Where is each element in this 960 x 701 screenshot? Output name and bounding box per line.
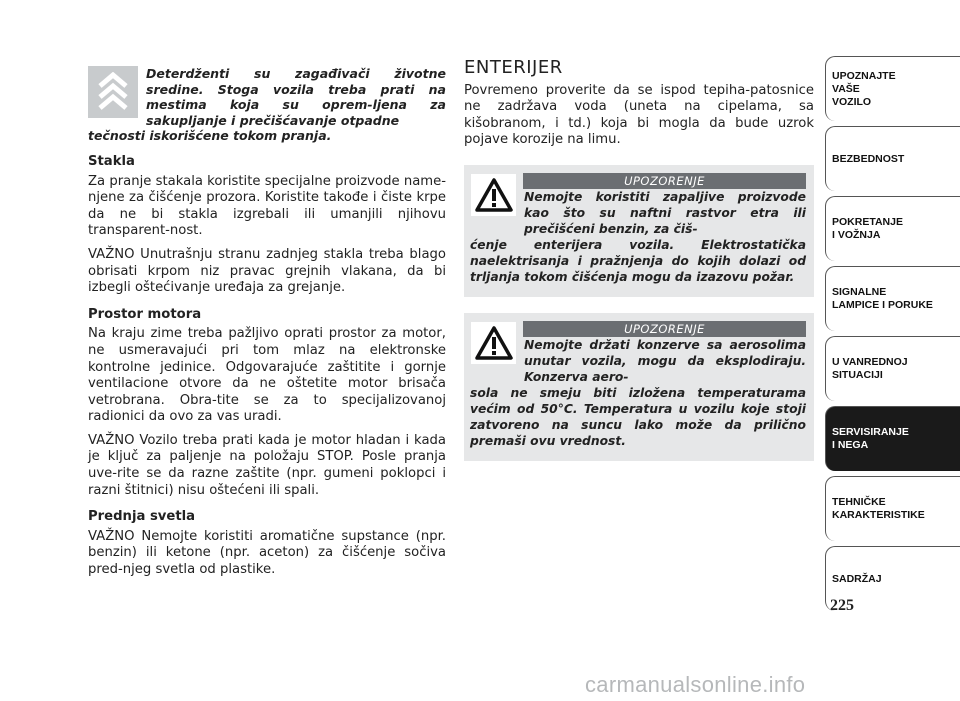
tab-pokretanje-i-voznja[interactable]: POKRETANJE I VOŽNJA [825,196,960,261]
warning-text [470,189,806,285]
tab-bezbednost[interactable]: BEZBEDNOST [825,126,960,191]
paragraph: VAŽNO Nemojte koristiti aromatične supstance (npr. benzin) ili ketone (npr. aceton) za čišćenje sočiva pred-njeg svetla od plastike. [88,528,446,578]
warning-box [464,165,814,297]
paragraph: Na kraju zime treba pažljivo oprati prostor za motor, ne usmeravajući pri tom mlaz na elektronske kontrolne jedinice. Odgovarajuće zaštitite i gornje ventilacione otvore da ne oštetite motor brisača vetrobrana. Obra-tite se za to specijalizovanoj radionici da ovo za vas uradi. [88,326,446,425]
page-number: 225 [830,597,854,614]
warning-triangle-icon [471,174,516,216]
section-title: ENTERIJER [464,57,563,78]
warning-text-rest: sola ne smeju biti izložena temperaturama većim od 50°C. Temperatura u vozilu koje stoji zatvoreno na suncu lako može da prilično premaši ovu vrednost. [470,385,806,448]
chapter-tabs [825,56,960,616]
paragraph: VAŽNO Vozilo treba prati kada je motor hladan i kada je ključ za paljenje na položaju STOP. Posle pranja uve-rite se da razne zaštite (npr. gumeni poklopci i razni štitnici) nisu oštećeni ili spali. [88,432,446,498]
warning-box [464,313,814,461]
tab-servisiranje-i-nega[interactable]: SERVISIRANJE I NEGA [825,406,960,471]
tab-u-vanrednoj-situaciji[interactable]: U VANREDNOJ SITUACIJI [825,336,960,401]
right-column [464,57,814,461]
warning-label: UPOZORENJE [523,173,806,189]
warning-text-lead: Nemojte koristiti zapaljive proizvode kao što su naftni rastvor etra ili prečišćeni benzin, za čiš- [524,189,806,236]
env-note-text-b: tečnosti iskorišćene tokom pranja. [88,128,332,144]
warning-text [470,337,806,449]
warning-text-lead: Nemojte držati konzerve sa aerosolima unutar vozila, mogu da eksplodiraju. Konzerva aero- [524,337,806,384]
warning-label: UPOZORENJE [523,321,806,337]
warning-text-rest: ćenje enterijera vozila. Elektrostatička naelektrisanja i pražnjenja do kojih dolazi od trljanja tokom čišćenja mogu da izazovu požar. [470,237,806,284]
left-column [88,66,446,579]
section-heading-prednja-svetla: Prednja svetla [88,509,196,525]
paragraph: Za pranje stakala koristite specijalne proizvode name-njene za čišćenje prozora. Koristite takođe i čiste krpe da ne bi stakla izgrebali ili umanjili njihovu transparent-nost. [88,173,446,239]
warning-triangle-icon [471,322,516,364]
paragraph: VAŽNO Unutrašnju stranu zadnjeg stakla treba blago obrisati krpom niz pravac grejnih vlakana, da bi izbegli oštećivanje uređaja za grejanje. [88,246,446,296]
environment-note [88,66,446,144]
tab-upoznajte-vase-vozilo[interactable]: UPOZNAJTE VAŠE VOZILO [825,56,960,121]
section-heading-prostor-motora: Prostor motora [88,306,202,322]
recycle-arrows-icon [88,66,138,118]
intro-paragraph: Povremeno proverite da se ispod tepiha-patosnice ne zadržava voda (uneta na cipelama, sa kišobranom, i td.) koja bi mogla da bude uzrok pojave korozije na limu. [464,82,814,148]
tab-tehnicke-karakteristike[interactable]: TEHNIČKE KARAKTERISTIKE [825,476,960,541]
tab-sadrzaj[interactable]: SADRŽAJ [825,546,960,611]
env-note-text-a: Deterdženti su zagađivači životne sredine. Stoga vozila treba prati na mestima koja su oprem-ljena za sakupljanje i prečišćavanje otpadne [146,66,446,128]
watermark: carmanualsonline.info [585,672,806,697]
tab-signalne-lampice[interactable]: SIGNALNE LAMPICE I PORUKE [825,266,960,331]
section-heading-stakla: Stakla [88,153,135,169]
